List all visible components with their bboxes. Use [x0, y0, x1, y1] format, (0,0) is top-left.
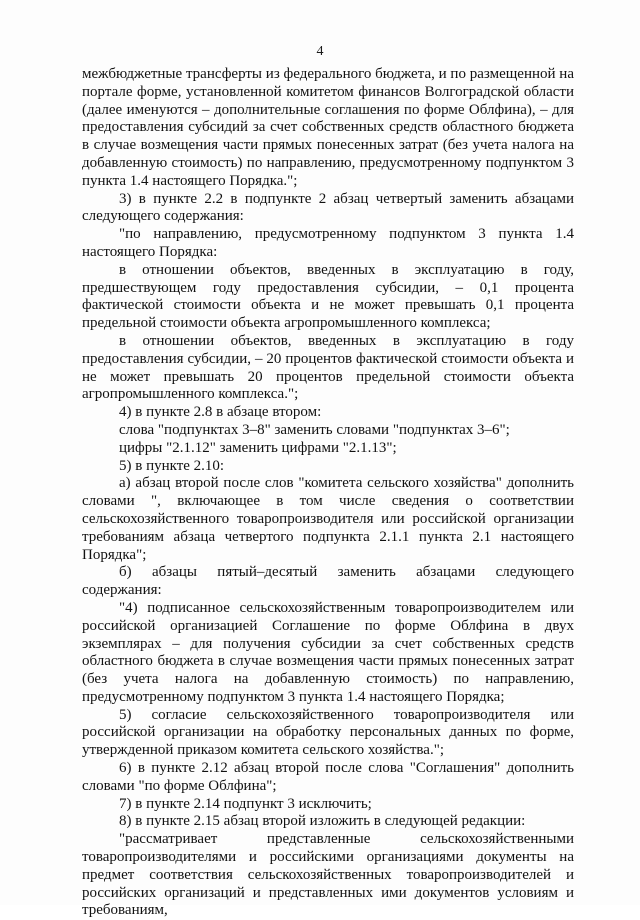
paragraph: слова "подпунктах 3–8" заменить словами "подпунктах 3–6"; [119, 421, 510, 438]
paragraph: в отношении объектов, введенных в эксплуатацию в году, предшествующем году предоставления субсидии, – 0,1 процента фактической стоимости объекта и не может превышать 0,1 процента предельной стоимости объекта агропромышленного комплекса; [82, 261, 574, 332]
paragraph: цифры "2.1.12" заменить цифрами "2.1.13"; [119, 439, 397, 456]
paragraph: 8) в пункте 2.15 абзац второй изложить в следующей редакции: [119, 813, 526, 830]
paragraph: "рассматривает представленные сельскохозяйственными товаропроизводителями и российскими организациями документы на предмет соответствия сельскохозяйственных товаропроизводителей и российских организаций и представленных ими документов условиям и требованиям, [82, 831, 574, 919]
paragraph: б) абзацы пятый–десятый заменить абзацами следующего содержания: [82, 564, 574, 599]
paragraph: 5) в пункте 2.10: [119, 457, 225, 474]
paragraph: 6) в пункте 2.12 абзац второй после слова "Соглашения" дополнить словами "по форме Облфина"; [82, 760, 574, 794]
paragraph: межбюджетные трансферты из федерального бюджета, и по размещенной на портале форме, установленной комитетом финансов Волгоградской области (далее именуются – дополнительные соглашения по форме Облфина), – для предоставления субсидий за счет собственных средств областного бюджета в случае возмещения части прямых понесенных затрат (без учета налога на добавленную стоимость) по направлению, предусмотренному подпунктом 3 пункта 1.4 настоящего Порядка."; [82, 66, 574, 189]
paragraph: 7) в пункте 2.14 подпункт 3 исключить; [119, 795, 372, 812]
paragraph: а) абзац второй после слов "комитета сельского хозяйства" дополнить словами ", включающее в том числе сведения о соответствии сельскохозяйственного товаропроизводителя или российской организации требованиям абзаца четвертого подпункта 2.1.1 пункта 2.1 настоящего Порядка"; [82, 475, 574, 563]
paragraph: "по направлению, предусмотренному подпунктом 3 пункта 1.4 настоящего Порядка: [82, 226, 574, 260]
paragraph: 4) в пункте 2.8 в абзаце втором: [119, 404, 322, 421]
paragraph: 5) согласие сельскохозяйственного товаропроизводителя или российской организации на обработку персональных данных по форме, утвержденной приказом комитета сельского хозяйства."; [82, 706, 574, 759]
document-body [82, 66, 574, 920]
paragraph: в отношении объектов, введенных в эксплуатацию в году предоставления субсидии, – 20 процентов фактической стоимости объекта и не может превышать 20 процентов предельной стоимости объекта агропромышленного комплекса."; [82, 332, 574, 403]
page-number: 4 [316, 44, 324, 59]
paragraph: 3) в пункте 2.2 в подпункте 2 абзац четвертый заменить абзацами следующего содержания: [82, 190, 574, 225]
paragraph: "4) подписанное сельскохозяйственным товаропроизводителем или российской организацией Соглашение по форме Облфина в двух экземплярах – для получения субсидии за счет собственных средств областного бюджета в случае возмещения части прямых понесенных затрат (без учета налога на добавленную стоимость) по направлению, предусмотренному подпунктом 3 пункта 1.4 настоящего Порядка; [82, 599, 574, 705]
